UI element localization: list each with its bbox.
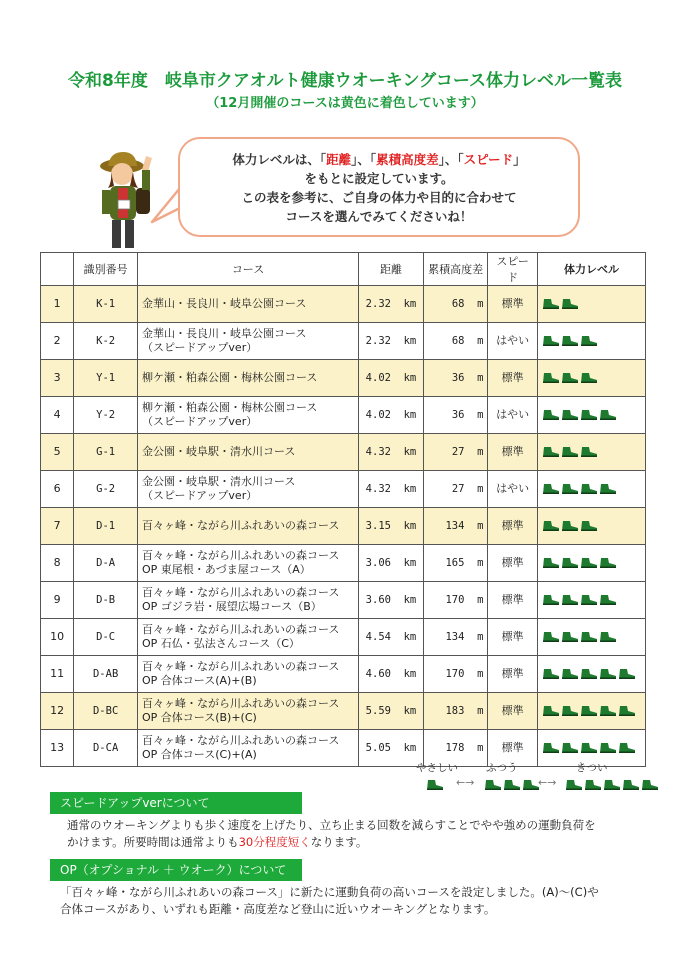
header-id: 識別番号 — [74, 253, 138, 286]
row-no: 3 — [41, 360, 74, 397]
row-course: 金華山・長良川・岐阜公園コース — [137, 286, 358, 323]
row-no: 10 — [41, 619, 74, 656]
table-row — [41, 397, 646, 434]
row-distance: 4.32 km — [359, 434, 424, 471]
row-speed: 標準 — [488, 619, 537, 656]
row-distance: 2.32 km — [359, 323, 424, 360]
row-course: 百々ヶ峰・ながら川ふれあいの森コース — [137, 508, 358, 545]
legend-normal-label: ふつう — [486, 762, 518, 774]
row-course: 金華山・長良川・岐阜公園コース （スピードアップver） — [137, 323, 358, 360]
row-distance: 5.59 km — [359, 693, 424, 730]
row-id: D-BC — [74, 693, 138, 730]
row-id: D-B — [74, 582, 138, 619]
row-course: 百々ヶ峰・ながら川ふれあいの森コース OP 石仏・弘法さんコース（C） — [137, 619, 358, 656]
row-speed: 標準 — [488, 286, 537, 323]
table-row — [41, 730, 646, 767]
row-level-boots — [537, 323, 645, 360]
table-row — [41, 323, 646, 360]
speech-bubble-text: 体力レベルは、「距離」、「累積高度差」、「スピード」 をもとに設定しています。 この表を参考に、ご自身の体力や目的に合わせて コースを選んでみてくださいね！ — [232, 152, 526, 224]
row-level-boots — [537, 286, 645, 323]
row-distance: 4.54 km — [359, 619, 424, 656]
row-level-boots — [537, 693, 645, 730]
header-distance: 距離 — [359, 253, 424, 286]
table-row — [41, 693, 646, 730]
row-level-boots — [537, 360, 645, 397]
row-id: K-2 — [74, 323, 138, 360]
op-section-title: OP（オプショナル ＋ ウオーク）について — [50, 859, 302, 881]
row-course: 百々ヶ峰・ながら川ふれあいの森コース OP 合体コース(C)+(A) — [137, 730, 358, 767]
row-no: 8 — [41, 545, 74, 582]
table-row — [41, 582, 646, 619]
header-course: コース — [137, 253, 358, 286]
row-elevation: 68 m — [423, 286, 488, 323]
row-no: 11 — [41, 656, 74, 693]
row-level-boots — [537, 397, 645, 434]
row-distance: 3.06 km — [359, 545, 424, 582]
row-no: 2 — [41, 323, 74, 360]
row-level-boots — [537, 545, 645, 582]
table-row — [41, 286, 646, 323]
row-speed: 標準 — [488, 730, 537, 767]
hiker-mascot-icon — [92, 150, 158, 252]
legend-hard-label: きつい — [576, 762, 608, 774]
row-elevation: 68 m — [423, 323, 488, 360]
row-course: 柳ケ瀬・粕森公園・梅林公園コース — [137, 360, 358, 397]
row-speed: はやい — [488, 471, 537, 508]
page-title: 令和8年度 岐阜市クアオルト健康ウオーキングコース体力レベル一覧表 — [68, 71, 622, 91]
row-level-boots — [537, 471, 645, 508]
row-no: 4 — [41, 397, 74, 434]
row-id: D-AB — [74, 656, 138, 693]
row-no: 9 — [41, 582, 74, 619]
row-distance: 3.60 km — [359, 582, 424, 619]
row-level-boots — [537, 582, 645, 619]
fitness-level-table — [40, 252, 646, 767]
table-header-row — [41, 253, 646, 286]
row-id: K-1 — [74, 286, 138, 323]
header-elevation: 累積高度差 — [423, 253, 488, 286]
table-row — [41, 619, 646, 656]
table-row — [41, 471, 646, 508]
header-speed: スピード — [488, 253, 537, 286]
row-speed: 標準 — [488, 508, 537, 545]
row-elevation: 36 m — [423, 397, 488, 434]
row-no: 12 — [41, 693, 74, 730]
row-course: 柳ケ瀬・粕森公園・梅林公園コース （スピードアップver） — [137, 397, 358, 434]
row-distance: 5.05 km — [359, 730, 424, 767]
row-no: 1 — [41, 286, 74, 323]
legend-hard-boots — [565, 776, 660, 795]
row-course: 金公園・岐阜駅・清水川コース （スピードアップver） — [137, 471, 358, 508]
row-speed: 標準 — [488, 545, 537, 582]
row-id: D-CA — [74, 730, 138, 767]
speedup-section-text: 通常のウオーキングよりも歩く速度を上げたり、立ち止まる回数を減らすことでやや強めの運動負荷を かけます。所要時間は通常よりも30分程度短くなります。 — [67, 818, 596, 849]
row-elevation: 170 m — [423, 582, 488, 619]
row-id: G-1 — [74, 434, 138, 471]
row-level-boots — [537, 619, 645, 656]
row-speed: はやい — [488, 323, 537, 360]
row-elevation: 183 m — [423, 693, 488, 730]
legend-normal-boots — [484, 776, 541, 795]
row-course: 百々ヶ峰・ながら川ふれあいの森コース OP ゴジラ岩・展望広場コース（B） — [137, 582, 358, 619]
row-distance: 4.32 km — [359, 471, 424, 508]
row-elevation: 178 m — [423, 730, 488, 767]
row-course: 金公園・岐阜駅・清水川コース — [137, 434, 358, 471]
row-id: D-C — [74, 619, 138, 656]
table-row — [41, 656, 646, 693]
row-distance: 2.32 km — [359, 286, 424, 323]
row-distance: 3.15 km — [359, 508, 424, 545]
row-elevation: 170 m — [423, 656, 488, 693]
table-row — [41, 434, 646, 471]
table-row — [41, 545, 646, 582]
row-speed: 標準 — [488, 656, 537, 693]
legend-easy-boots — [426, 776, 445, 795]
row-elevation: 134 m — [423, 619, 488, 656]
row-elevation: 27 m — [423, 471, 488, 508]
legend-easy-label: やさしい — [416, 762, 458, 774]
row-no: 7 — [41, 508, 74, 545]
row-elevation: 134 m — [423, 508, 488, 545]
header-level: 体力レベル — [537, 253, 645, 286]
row-elevation: 165 m — [423, 545, 488, 582]
row-level-boots — [537, 656, 645, 693]
row-id: G-2 — [74, 471, 138, 508]
row-distance: 4.02 km — [359, 397, 424, 434]
row-elevation: 27 m — [423, 434, 488, 471]
row-no: 5 — [41, 434, 74, 471]
row-id: D-1 — [74, 508, 138, 545]
row-distance: 4.02 km — [359, 360, 424, 397]
op-section-text: 「百々ヶ峰・ながら川ふれあいの森コース」に新たに運動負荷の高いコースを設定しました。(A)～(C)や 合体コースがあり、いずれも距離・高度差など登山に近いウオーキングとなります。 — [60, 885, 599, 916]
row-level-boots — [537, 434, 645, 471]
row-speed: 標準 — [488, 434, 537, 471]
row-level-boots — [537, 508, 645, 545]
row-id: Y-1 — [74, 360, 138, 397]
row-speed: 標準 — [488, 582, 537, 619]
legend-arrow-2: ←→ — [538, 776, 557, 789]
table-row — [41, 508, 646, 545]
row-course: 百々ヶ峰・ながら川ふれあいの森コース OP 合体コース(A)+(B) — [137, 656, 358, 693]
speedup-section-title: スピードアップverについて — [50, 792, 302, 814]
table-row — [41, 360, 646, 397]
row-no: 13 — [41, 730, 74, 767]
legend-arrow-1: ←→ — [456, 776, 475, 789]
row-no: 6 — [41, 471, 74, 508]
page-subtitle: （12月開催のコースは黄色に着色しています） — [206, 96, 484, 111]
row-id: D-A — [74, 545, 138, 582]
row-speed: 標準 — [488, 693, 537, 730]
header-no — [41, 253, 74, 286]
row-elevation: 36 m — [423, 360, 488, 397]
row-speed: はやい — [488, 397, 537, 434]
row-id: Y-2 — [74, 397, 138, 434]
row-speed: 標準 — [488, 360, 537, 397]
row-course: 百々ヶ峰・ながら川ふれあいの森コース OP 合体コース(B)+(C) — [137, 693, 358, 730]
row-distance: 4.60 km — [359, 656, 424, 693]
row-course: 百々ヶ峰・ながら川ふれあいの森コース OP 東尾根・あづま屋コース（A） — [137, 545, 358, 582]
